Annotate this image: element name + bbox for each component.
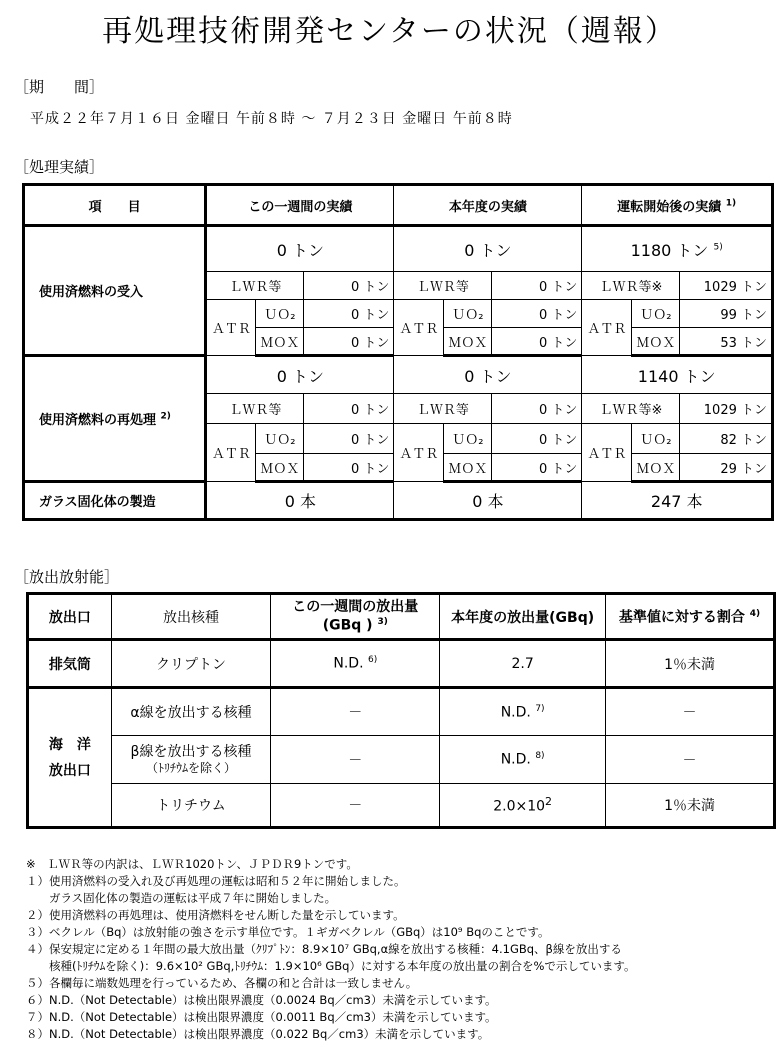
reprocess-cum-atr-label: ＡＴＲ: [582, 424, 632, 482]
processing-table: [22, 183, 774, 521]
receipt-cum-mox-label: ＭＯＸ: [632, 328, 680, 356]
receipt-year-mox: 0 トン: [492, 328, 582, 356]
receipt-year-lwr: 0 トン: [492, 272, 582, 300]
header-week: この一週間の実績: [206, 185, 394, 226]
receipt-cum-atr-label: ＡＴＲ: [582, 300, 632, 356]
stack-ratio: 1％未満: [606, 640, 775, 688]
alpha-nuclide: α線を放出する核種: [111, 688, 271, 736]
note-line: ガラス固化体の製造の運転は平成７年に開始しました。: [26, 891, 337, 905]
tritium-ratio: 1％未満: [606, 784, 775, 828]
reprocess-year-uo2-label: ＵＯ₂: [444, 424, 492, 454]
header-ratio: 基準値に対する割合 $^{4)}$: [606, 594, 775, 640]
header-cumulative: 運転開始後の実績 $^{1)}$: [582, 185, 773, 226]
release-table: [26, 592, 776, 829]
reprocess-cum-mox: 29 トン: [680, 454, 773, 482]
receipt-week-uo2: 0 トン: [304, 300, 394, 328]
reprocess-year-total: 0 トン: [394, 356, 582, 394]
reprocess-label: 使用済燃料の再処理 $^{2)}$: [24, 356, 206, 482]
note-line: ２）使用済燃料の再処理は、使用済燃料をせん断した量を示しています。: [26, 908, 405, 922]
reprocess-cum-total: 1140 トン: [582, 356, 773, 394]
glass-year: 0 本: [394, 482, 582, 520]
receipt-week-mox-label: ＭＯＸ: [256, 328, 304, 356]
beta-nuclide: β線を放出する核種 （ﾄﾘﾁｳﾑを除く）: [111, 736, 271, 784]
reprocess-week-mox: 0 トン: [304, 454, 394, 482]
header-nuclide: 放出核種: [111, 594, 271, 640]
footnotes: [26, 856, 635, 1043]
alpha-year: N.D. $^{7)}$: [440, 688, 606, 736]
alpha-ratio: －: [606, 688, 775, 736]
processing-heading: ［処理実績］: [14, 158, 105, 176]
receipt-year-lwr-label: ＬＷＲ等: [394, 272, 492, 300]
tritium-week: －: [271, 784, 440, 828]
reprocess-year-lwr-label: ＬＷＲ等: [394, 394, 492, 424]
note-line: ６）N.D.（Not Detectable）は検出限界濃度（0.0024 Bq／cm3）未満を示しています。: [26, 993, 497, 1007]
note-line: ４）保安規定に定める１年間の最大放出量（ｸﾘﾌﾟﾄﾝ：8.9×10⁷ GBq,α線を放出する核種：4.1GBq、β線を放出する: [26, 942, 622, 956]
glass-week: 0 本: [206, 482, 394, 520]
reprocess-week-mox-label: ＭＯＸ: [256, 454, 304, 482]
reprocess-year-atr-label: ＡＴＲ: [394, 424, 444, 482]
release-heading: ［放出放射能］: [14, 568, 120, 586]
receipt-week-atr-label: ＡＴＲ: [206, 300, 256, 356]
receipt-week-total: 0 トン: [206, 226, 394, 272]
tritium-nuclide: トリチウム: [111, 784, 271, 828]
reprocess-week-total: 0 トン: [206, 356, 394, 394]
note-line: ５）各欄毎に端数処理を行っているため、各欄の和と合計は一致しません。: [26, 976, 418, 990]
receipt-year-mox-label: ＭＯＸ: [444, 328, 492, 356]
period-heading: ［期 間］: [14, 78, 105, 96]
note-line: ※ ＬＷＲ等の内訳は、ＬＷＲ1020トン、ＪＰＤＲ9トンです。: [26, 857, 358, 871]
receipt-week-lwr: 0 トン: [304, 272, 394, 300]
reprocess-week-uo2: 0 トン: [304, 424, 394, 454]
reprocess-year-uo2: 0 トン: [492, 424, 582, 454]
note-line: 核種(ﾄﾘﾁｳﾑを除く)：9.6×10² GBq,ﾄﾘﾁｳﾑ：1.9×10⁶ GBq）に対する本年度の放出量の割合を%で示しています。: [26, 959, 636, 973]
reprocess-week-uo2-label: ＵＯ₂: [256, 424, 304, 454]
tritium-year: $2.0\times 10^2$: [440, 784, 606, 828]
stack-week: N.D. $^{6)}$: [271, 640, 440, 688]
beta-year: N.D. $^{8)}$: [440, 736, 606, 784]
ocean-outlet: 海 洋 放出口: [28, 688, 112, 828]
stack-outlet: 排気筒: [28, 640, 112, 688]
reprocess-cum-lwr: 1029 トン: [680, 394, 773, 424]
stack-year: 2.7: [440, 640, 606, 688]
reprocess-cum-uo2-label: ＵＯ₂: [632, 424, 680, 454]
stack-nuclide: クリプトン: [111, 640, 271, 688]
alpha-week: －: [271, 688, 440, 736]
receipt-year-total: 0 トン: [394, 226, 582, 272]
period-text: 平成２２年７月１６日 金曜日 午前８時 ～ ７月２３日 金曜日 午前８時: [30, 111, 513, 127]
header-year: 本年度の実績: [394, 185, 582, 226]
receipt-year-uo2: 0 トン: [492, 300, 582, 328]
reprocess-cum-mox-label: ＭＯＸ: [632, 454, 680, 482]
header-year-release: 本年度の放出量(GBq): [440, 594, 606, 640]
receipt-year-uo2-label: ＵＯ₂: [444, 300, 492, 328]
note-line: ７）N.D.（Not Detectable）は検出限界濃度（0.0011 Bq／cm3）未満を示しています。: [26, 1010, 497, 1024]
reprocess-year-lwr: 0 トン: [492, 394, 582, 424]
receipt-cum-uo2: 99 トン: [680, 300, 773, 328]
receipt-week-lwr-label: ＬＷＲ等: [206, 272, 304, 300]
header-outlet: 放出口: [28, 594, 112, 640]
beta-ratio: －: [606, 736, 775, 784]
reprocess-cum-lwr-label: ＬＷＲ等※: [582, 394, 680, 424]
reprocess-week-lwr: 0 トン: [304, 394, 394, 424]
reprocess-year-mox: 0 トン: [492, 454, 582, 482]
receipt-label: 使用済燃料の受入: [24, 226, 206, 356]
note-line: １）使用済燃料の受入れ及び再処理の運転は昭和５２年に開始しました。: [26, 874, 406, 888]
reprocess-cum-uo2: 82 トン: [680, 424, 773, 454]
page-title: 再処理技術開発センターの状況（週報）: [102, 14, 677, 49]
header-week-release: この一週間の放出量(GBq ) $^{3)}$: [271, 594, 440, 640]
receipt-year-atr-label: ＡＴＲ: [394, 300, 444, 356]
receipt-cum-mox: 53 トン: [680, 328, 773, 356]
receipt-cum-lwr: 1029 トン: [680, 272, 773, 300]
note-line: ８）N.D.（Not Detectable）は検出限界濃度（0.022 Bq／cm3）未満を示しています。: [26, 1027, 490, 1041]
reprocess-week-atr-label: ＡＴＲ: [206, 424, 256, 482]
receipt-week-uo2-label: ＵＯ₂: [256, 300, 304, 328]
receipt-cum-lwr-label: ＬＷＲ等※: [582, 272, 680, 300]
receipt-cum-total: 1180 トン $^{5)}$: [582, 226, 773, 272]
header-item: 項 目: [24, 185, 206, 226]
beta-week: －: [271, 736, 440, 784]
receipt-week-mox: 0 トン: [304, 328, 394, 356]
reprocess-week-lwr-label: ＬＷＲ等: [206, 394, 304, 424]
glass-cum: 247 本: [582, 482, 773, 520]
receipt-cum-uo2-label: ＵＯ₂: [632, 300, 680, 328]
note-line: ３）ベクレル（Bq）は放射能の強さを示す単位です。１ギガベクレル（GBq）は10⁹ Bqのことです。: [26, 925, 550, 939]
reprocess-year-mox-label: ＭＯＸ: [444, 454, 492, 482]
glass-label: ガラス固化体の製造: [24, 482, 206, 520]
